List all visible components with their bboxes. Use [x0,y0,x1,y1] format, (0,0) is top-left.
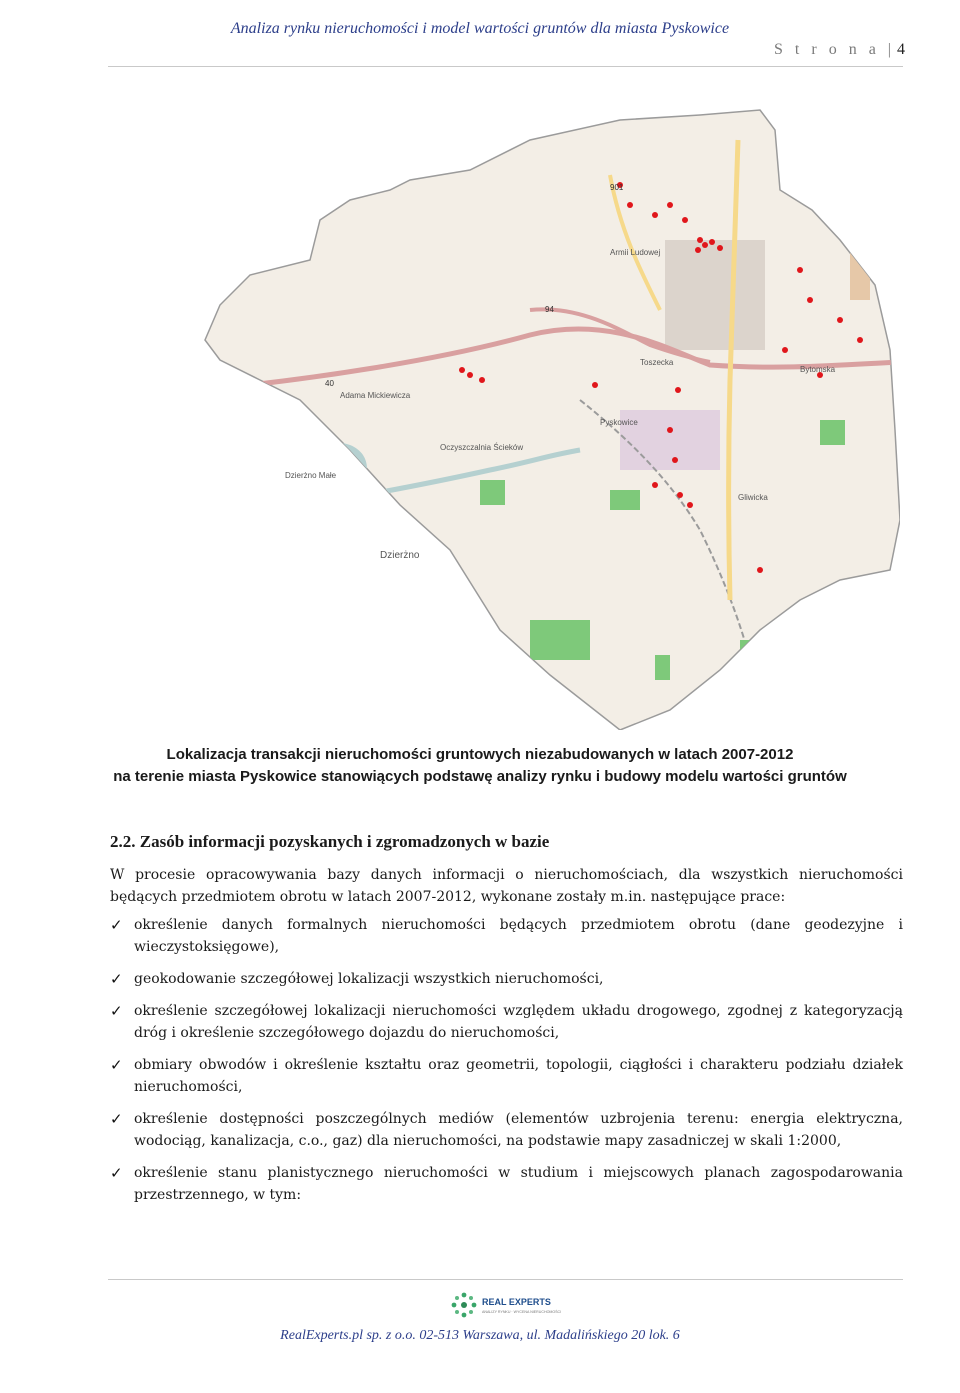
checkmark-icon: ✓ [110,1164,123,1182]
list-item [110,914,903,958]
transaction-point [667,427,673,433]
list-item [110,1162,903,1206]
green-area [610,490,640,510]
list-item [110,1108,903,1152]
transaction-point [675,387,681,393]
transaction-point [682,217,688,223]
checkmark-icon: ✓ [110,970,123,988]
map-label-road-40: 40 [325,379,334,388]
logo-tagline: ANALIZY RYNKU · WYCENA NIERUCHOMOŚCI [482,1310,562,1314]
transactions-map [200,100,900,730]
list-item-text: określenie szczegółowej lokalizacji nieruchomości względem układu drogowego, zgodnej z kategoryzacją dróg i określenie szczegółowego dojazdu do nieruchomości, [134,1003,903,1041]
list-item [110,1054,903,1098]
checkmark-icon: ✓ [110,916,123,934]
map-label-gliwicka: Gliwicka [738,493,768,502]
map-label-bytomska: Bytomska [800,365,836,374]
caption-line-1: Lokalizacja transakcji nieruchomości gruntowych niezabudowanych w latach 2007-2012 [166,746,794,763]
green-area [820,420,845,445]
section-title: 2.2. Zasób informacji pozyskanych i zgromadzonych w bazie [110,832,550,851]
list-item-text: obmiary obwodów i określenie kształtu oraz geometrii, topologii, ciągłości i charakteru podziału działek nieruchomości, [134,1057,903,1095]
green-area [435,560,453,580]
running-header-title: Analiza rynku nieruchomości i model wartości gruntów dla miasta Pyskowice [230,20,730,37]
transaction-point [709,239,715,245]
page-number: 4 [897,41,905,58]
page-label: S t r o n a | [774,41,895,58]
task-list [110,914,903,1216]
map-label-oczyszczalnia: Oczyszczalnia Ścieków [440,443,524,452]
lake-dzierzno [260,440,367,500]
transaction-point [459,367,465,373]
green-area [850,240,870,300]
transaction-point [627,202,633,208]
green-area [530,620,590,660]
transaction-point [652,212,658,218]
transaction-point [807,297,813,303]
real-experts-logo [450,1289,570,1321]
map-caption [0,744,960,788]
green-area [655,655,670,680]
list-item-text: określenie stanu planistycznego nieruchomości w studium i miejscowych planach zagospodarowania przestrzennego, w tym: [134,1165,903,1203]
logo-mark-icon [452,1293,477,1318]
map-label-pyskowice: Pyskowice [600,418,638,427]
transaction-point [697,237,703,243]
transaction-point [797,267,803,273]
transaction-point [467,372,473,378]
town-centre [665,240,765,350]
green-area [480,480,505,505]
transaction-point [695,247,701,253]
transaction-point [422,567,428,573]
green-area [740,640,770,675]
intro-paragraph: W procesie opracowywania bazy danych informacji o nieruchomościach, dla wszystkich nieruchomości będących przedmiotem obrotu w latach 2007-2012, wykonane zostały m.in. następujące prace: [110,867,903,905]
map-label-road-94: 94 [545,305,554,314]
transaction-point [857,337,863,343]
list-item-text: określenie danych formalnych nieruchomości będących przedmiotem obrotu (dane geodezyjne i wieczystoksięgowe), [134,917,903,955]
transaction-point [479,377,485,383]
transaction-point [592,382,598,388]
transaction-point [757,567,763,573]
map-label-adama-mickiewicza: Adama Mickiewicza [340,391,411,400]
transaction-point [717,245,723,251]
checkmark-icon: ✓ [110,1110,123,1128]
page-indicator [774,41,905,59]
header-divider [108,66,903,67]
transaction-point [837,317,843,323]
footer-divider [108,1279,903,1280]
transaction-point [652,482,658,488]
footer-address: RealExperts.pl sp. z o.o. 02-513 Warszawa, ul. Madalińskiego 20 lok. 6 [280,1328,680,1343]
list-item-text: geokodowanie szczegółowej lokalizacji wszystkich nieruchomości, [134,971,604,987]
map-label-armii-ludowej: Armii Ludowej [610,248,661,257]
transaction-point [687,502,693,508]
transaction-point [782,347,788,353]
map-label-dzierzno: Dzierżno [380,550,420,561]
transaction-point [667,202,673,208]
caption-line-2: na terenie miasta Pyskowice stanowiących podstawę analizy rynku i budowy modelu wartości gruntów [113,768,847,785]
logo-name: REAL EXPERTS [482,1297,551,1307]
checkmark-icon: ✓ [110,1056,123,1074]
transaction-point [672,457,678,463]
map-label-dzierzno-male: Dzierżno Małe [285,471,337,480]
transaction-point [677,492,683,498]
list-item [110,1000,903,1044]
checkmark-icon: ✓ [110,1002,123,1020]
map-label-toszecka: Toszecka [640,358,674,367]
map-label-road-901: 901 [610,183,624,192]
transaction-point [702,242,708,248]
list-item-text: określenie dostępności poszczególnych mediów (elementów uzbrojenia terenu: energia elektryczna, wodociąg, kanalizacja, c.o., gaz) dla nieruchomości, na podstawie mapy zasadniczej w skali 1:2000, [134,1111,903,1149]
list-item [110,968,903,990]
